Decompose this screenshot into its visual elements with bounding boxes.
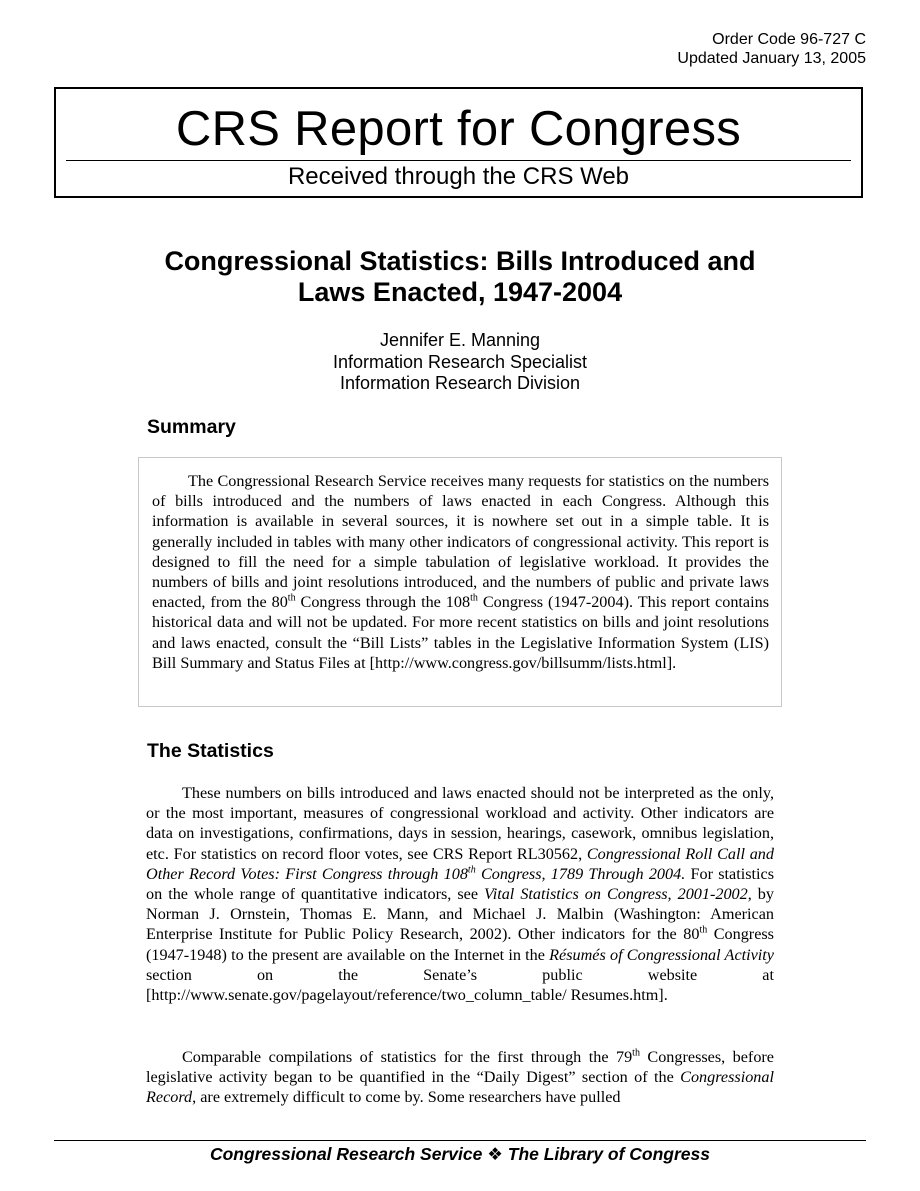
footer-text: Congressional Research Service ❖ The Library of Congress xyxy=(209,1144,711,1164)
footer-rule xyxy=(54,1140,866,1141)
masthead-subtitle: Received through the CRS Web xyxy=(287,163,630,190)
author-name: Jennifer E. Manning xyxy=(379,330,541,350)
author-block xyxy=(160,330,760,395)
report-title-line-1: Congressional Statistics: Bills Introduced and xyxy=(164,246,756,276)
statistics-paragraph-2: Comparable compilations of statistics for the first through the 79th Congresses, before legislative activity began to be quantified in the “Daily Digest” section of the Congressional Record, are extremely difficult to come by. Some researchers have pulled xyxy=(146,1047,774,1107)
report-title-line-2: Laws Enacted, 1947-2004 xyxy=(297,277,623,307)
summary-box xyxy=(138,457,782,707)
statistics-paragraph-1: These numbers on bills introduced and laws enacted should not be interpreted as the only, or the most important, measures of congressional workload and activity. Other indicators are data on investigations, confirmations, days in session, hearings, casework, omnibus legislation, etc. For statistics on record floor votes, see CRS Report RL30562, Congressional Roll Call and Other Record Votes: First Congress through 108th Congress, 1789 Through 2004. For statistics on the whole range of quantitative indicators, see Vital Statistics on Congress, 2001-2002, by Norman J. Ornstein, Thomas E. Mann, and Michael J. Malbin (Washington: American Enterprise Institute for Public Policy Research, 2002). Other indicators for the 80th Congress (1947-1948) to the present are available on the Internet in the Résumés of Congressional Activity section on the Senate’s public website at [http://www.senate.gov/pagelayout/reference/two_column_table/ Resumes.htm]. xyxy=(146,784,774,1005)
order-info xyxy=(677,30,866,68)
summary-heading: Summary xyxy=(147,416,236,438)
updated-date: Updated January 13, 2005 xyxy=(677,50,866,67)
masthead xyxy=(54,87,863,198)
masthead-title: CRS Report for Congress xyxy=(175,102,742,156)
author-title: Information Research Specialist xyxy=(332,351,588,372)
order-code: Order Code 96-727 C xyxy=(712,31,866,48)
report-title xyxy=(100,246,820,308)
summary-paragraph: The Congressional Research Service receives many requests for statistics on the numbers of bills introduced and the numbers of laws enacted in each Congress. Although this information is available in several sources, it is nowhere set out in a simple table. It is generally included in tables with many other indicators of congressional activity. This report is designed to fill the need for a simple tabulation of legislative workload. It provides the numbers of bills and joint resolutions introduced, and the numbers of public and private laws enacted, from the 80th Congress through the 108th Congress (1947-2004). This report contains historical data and will not be updated. For more recent statistics on bills and joint resolutions and laws enacted, consult the “Bill Lists” tables in the Legislative Information System (LIS) Bill Summary and Status Files at [http://www.congress.gov/billsumm/lists.html]. xyxy=(152,472,769,672)
statistics-heading: The Statistics xyxy=(147,740,274,762)
author-division: Information Research Division xyxy=(339,373,581,393)
masthead-rule xyxy=(66,160,851,161)
